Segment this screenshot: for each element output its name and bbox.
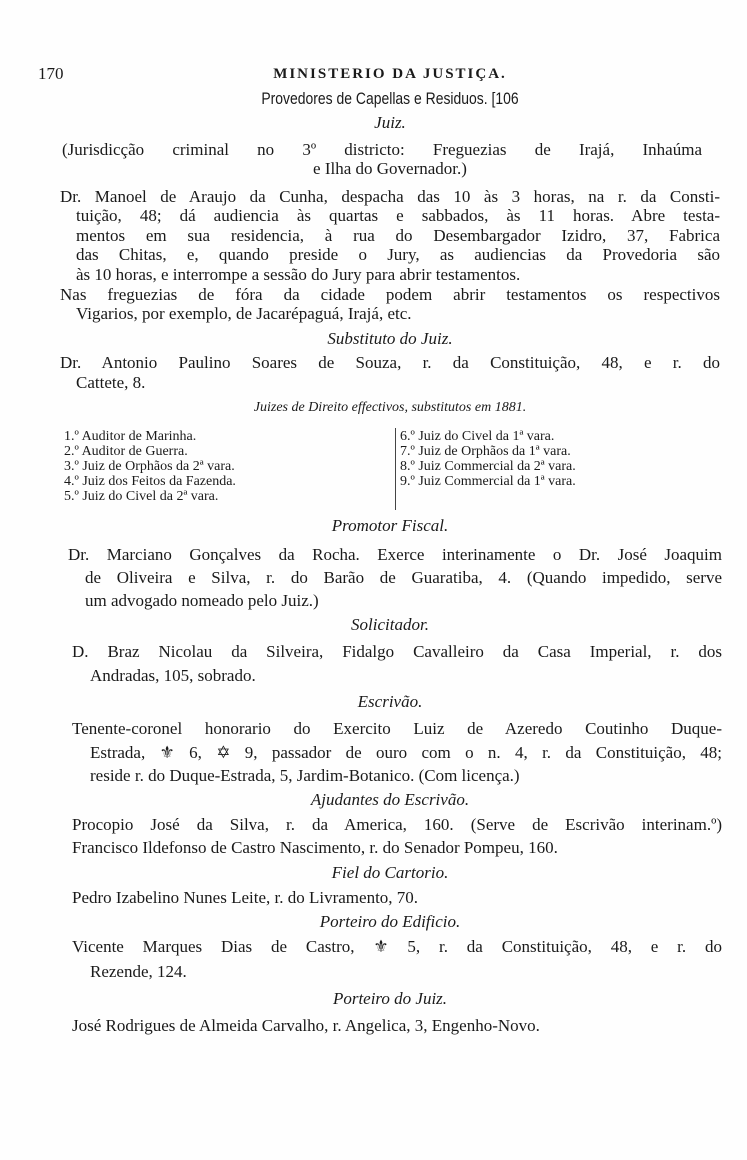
entry-line: Estrada, ⚜ 6, ✡ 9, passador de ouro com o n. 4, r. da Constituição, 48;: [90, 743, 722, 762]
page-number: 170: [38, 64, 64, 83]
entry-line: às 10 horas, e interrompe a sessão do Jury para abrir testamentos.: [76, 265, 521, 284]
heading-fiel: Fiel do Cartorio.: [331, 863, 449, 882]
heading-ajudantes: Ajudantes do Escrivão.: [310, 790, 470, 809]
entry-line: tuição, 48; dá audiencia às quartas e sabbados, às 11 horas. Abre testa-: [76, 206, 720, 225]
heading-juiz: Juiz.: [374, 113, 406, 132]
entry-line: Dr. Marciano Gonçalves da Rocha. Exerce interinamente o Dr. José Joaquim: [68, 545, 722, 564]
list-item: 1.º Auditor de Marinha.: [64, 429, 197, 444]
jurisdiction-line: e Ilha do Governador.): [313, 159, 467, 178]
entry-line: Cattete, 8.: [76, 373, 146, 392]
list-item: 6.º Juiz do Civel da 1ª vara.: [400, 429, 555, 444]
entry-line: Francisco Ildefonso de Castro Nascimento, r. do Senador Pompeu, 160.: [72, 838, 558, 857]
entry-line: José Rodrigues de Almeida Carvalho, r. Angelica, 3, Engenho-Novo.: [72, 1016, 540, 1035]
heading-solicitador: Solicitador.: [351, 615, 429, 634]
jurisdiction-line: (Jurisdicção criminal no 3º districto: Freguezias de Irajá, Inhaúma: [62, 140, 702, 159]
entry-line: Vicente Marques Dias de Castro, ⚜ 5, r. da Constituição, 48, e r. do: [72, 937, 722, 956]
list-item: 2.º Auditor de Guerra.: [64, 444, 188, 459]
note-line: Nas freguezias de fóra da cidade podem abrir testamentos os respectivos: [60, 285, 720, 304]
entry-line: reside r. do Duque-Estrada, 5, Jardim-Botanico. (Com licença.): [90, 766, 520, 785]
entry-line: de Oliveira e Silva, r. do Barão de Guaratiba, 4. (Quando impedido, serve: [85, 568, 722, 587]
list-item: 8.º Juiz Commercial da 2ª vara.: [400, 459, 576, 474]
heading-porteiro-edificio: Porteiro do Edificio.: [319, 912, 461, 931]
list-item: 7.º Juiz de Orphãos da 1ª vara.: [400, 444, 571, 459]
entry-line: mentos em sua residencia, à rua do Desembargador Izidro, 37, Fabrica: [76, 226, 720, 245]
list-item: 9.º Juiz Commercial da 1ª vara.: [400, 474, 576, 489]
entry-line: Dr. Antonio Paulino Soares de Souza, r. da Constituição, 48, e r. do: [60, 353, 720, 372]
entry-line: Procopio José da Silva, r. da America, 160. (Serve de Escrivão interinam.º): [72, 815, 722, 834]
section-subtitle: Provedores de Capellas e Residuos. [106: [261, 89, 519, 108]
note-line: Vigarios, por exemplo, de Jacarépaguá, Irajá, etc.: [76, 304, 412, 323]
list-item: 5.º Juiz do Civel da 2ª vara.: [64, 489, 219, 504]
entry-line: Rezende, 124.: [90, 962, 187, 981]
column-divider: [395, 428, 396, 510]
entry-line: Tenente-coronel honorario do Exercito Luiz de Azeredo Coutinho Duque-: [72, 719, 722, 738]
heading-promotor: Promotor Fiscal.: [331, 516, 449, 535]
heading-porteiro-juiz: Porteiro do Juiz.: [332, 989, 448, 1008]
heading-escrivao: Escrivão.: [357, 692, 423, 711]
entry-line: Dr. Manoel de Araujo da Cunha, despacha das 10 às 3 horas, na r. da Consti-: [60, 187, 720, 206]
list-item: 4.º Juiz dos Feitos da Fazenda.: [64, 474, 236, 489]
entry-line: Andradas, 105, sobrado.: [90, 666, 256, 685]
heading-substituto: Substituto do Juiz.: [327, 329, 453, 348]
entry-line: Pedro Izabelino Nunes Leite, r. do Livramento, 70.: [72, 888, 419, 907]
heading-juizes-direito: Juizes de Direito effectivos, substitutos em 1881.: [253, 400, 527, 415]
entry-line: um advogado nomeado pelo Juiz.): [85, 591, 319, 610]
running-title: MINISTERIO DA JUSTIÇA.: [273, 66, 507, 82]
entry-line: D. Braz Nicolau da Silveira, Fidalgo Cavalleiro da Casa Imperial, r. dos: [72, 642, 722, 661]
list-item: 3.º Juiz de Orphãos da 2ª vara.: [64, 459, 235, 474]
entry-line: das Chitas, e, quando preside o Jury, as audiencias da Provedoria são: [76, 245, 720, 264]
